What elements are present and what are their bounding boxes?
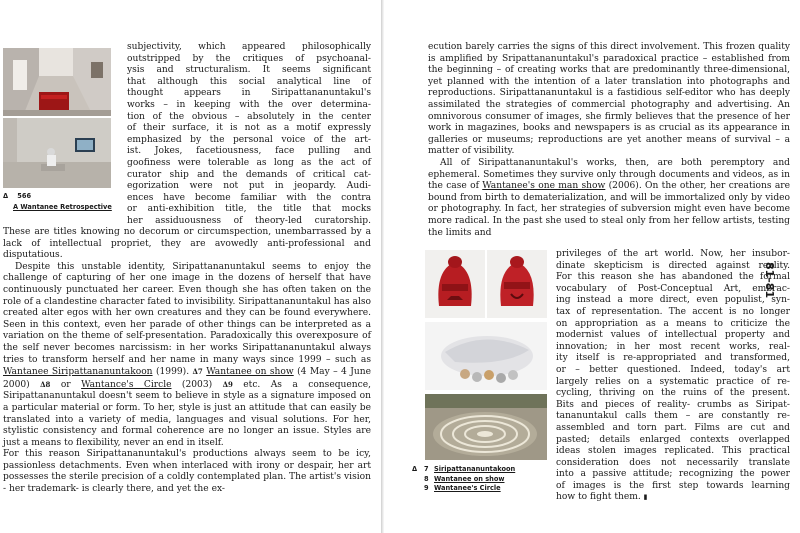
column-line: ysis and structuralism. It seems significant <box>127 65 371 76</box>
text-run: Despite this unstable identity, Siripattananuntakul seems to enjoy the challenge of capturing of her one image in the dozens of herself that have continuously punctuated her career. Even though she has often taken on the role of a clandestine character fated to invisibility. Siripattananuntakul has also created alter egos with her own creatures and they can be found everywhere. Seen in this context, even her parade of other things can be interpreted as a variation on the theme of self-presentation. Paradoxically this overexposure of the self never becomes narcissism: in her works Siripattananuntakul always tries to transform herself and her name in many ways since 1999 – such as <box>3 261 372 365</box>
column-line: thought appears in Siripattananuntakul's <box>127 88 371 99</box>
gallery-photo-video-room <box>3 118 111 188</box>
caption-number: 7 <box>424 465 429 473</box>
work-title-link[interactable]: Wantanee Siripattananuntakoon <box>3 367 153 378</box>
column-line: goofiness were tolerable as long as the act of <box>127 157 371 168</box>
figure-caption <box>3 192 31 202</box>
column-line: tananuntakul calls them – are constantly re- <box>556 411 790 422</box>
column-line: tion of the obvious – absolutely in the center <box>127 111 371 122</box>
column-line: consideration does not necessarily translate <box>556 457 790 468</box>
column-line: on appropriation as a means to criticize the <box>556 318 790 329</box>
column-line <box>556 492 790 504</box>
end-mark-icon: ▮ <box>643 493 648 502</box>
caption-row <box>412 475 515 485</box>
column-line: or anti-exhibition title, the title that mocks <box>127 204 371 215</box>
top-text <box>428 42 790 239</box>
narrow-column <box>556 249 790 504</box>
column-line: Bits and pieces of reality- crumbs as Siripat- <box>556 399 790 410</box>
column-line: modernist values of intellectual property and <box>556 330 790 341</box>
column-line: tax of representation. The accent is no longer <box>556 306 790 317</box>
work-title-link[interactable]: Wantanee's one man show <box>482 181 606 192</box>
column-line: cycling, thriving on the ruins of the present. <box>556 388 790 399</box>
column-line: her assiduousness of theory-led curatorship. <box>127 215 371 226</box>
text-run: (1999). <box>152 367 193 378</box>
caption-title: Wantanee on show <box>434 474 505 483</box>
photo-red-hat-2 <box>487 250 547 318</box>
photo-red-hat-1 <box>425 250 485 318</box>
column-line: pasted; details enlarged contexts overlapped <box>556 434 790 445</box>
right-page <box>384 0 800 533</box>
column-line: of images is the first step towards learning <box>556 480 790 491</box>
full-width-text <box>3 227 371 496</box>
column-line: ences have become familiar with the contra <box>127 192 371 203</box>
paragraph: For this reason Siripattananuntakul's productions always seem to be icy, passionless detachments. Even when interlaced with irony or despair, her art possesses the sterile precision of a coldly contemplated plan. The artist's vision - her trademark- is clearly there, and yet the ex- <box>3 449 371 495</box>
figure-ref-8: Δ8 <box>40 379 51 389</box>
column-line: into a passive attitude; recognizing the power <box>556 469 790 480</box>
photo-bag-coins <box>425 322 547 390</box>
column-line: assembled and torn part. Films are cut and <box>556 422 790 433</box>
page-number: 81–81 <box>763 262 776 299</box>
text-run: (2006). On the other, her creations are bound from birth to dematerialization, and will be immortalized only by video or photography. In fact, her strategies of subversion might even have become more radical. In the past she used to steal only from her fellow artists, testing the limits and <box>428 181 790 238</box>
work-title-link[interactable]: Wantanee on show <box>206 367 294 378</box>
paragraph <box>3 262 371 450</box>
text-run: how to fight them. <box>556 492 641 503</box>
column-line: works – in keeping with the over determina- <box>127 99 371 110</box>
gallery-photo-red-room <box>3 48 111 116</box>
narrow-column <box>127 42 371 228</box>
column-line: largely relies on a systematic practice of re- <box>556 376 790 387</box>
work-title-link[interactable]: Wantance's Circle <box>81 379 172 390</box>
column-line: curator ship and the demands of critical cat- <box>127 169 371 180</box>
caption-marker: Δ <box>3 192 9 200</box>
column-line: of their surface, it is not as a motif expressly <box>127 123 371 134</box>
column-line: ing instead a more direct, even populist, syn- <box>556 295 790 306</box>
column-line: subjectivity, which appeared philosophically <box>127 42 371 52</box>
figure-ref-7: Δ7 <box>192 367 203 377</box>
paragraph: ecution barely carries the signs of this direct involvement. This frozen quality is amplified by Sripattananuntakul's paradoxical practice – established from the beginning – of creating works that are predominantly three-dimensional, yet planned with the intention of a later translation into photographs and reproductions. Siripattananuntakul is a fastidious self-editor who has deeply assimilated the strategies of commercial photography and advertising. An omnivorous consumer of images, she firmly believes that the presence of her work in magazines, books and newspapers is as crucial as its appearance in galleries or museums; reproductions are yet another means of survival – a matter of visibility. <box>428 42 790 157</box>
column-line: ity itself is re-appropriated and transformed, <box>556 353 790 364</box>
caption-marker: Δ <box>412 465 418 473</box>
column-line: vocabulary of Post-Conceptual Art, embrac- <box>556 283 790 294</box>
paragraph <box>428 158 790 239</box>
text-run: etc. As a consequence, Siripattananuntakul doesn't seem to believe in style as a signature imposed on a particular material or form. To her, style is just an attitude that can easily be translated into a variety of media, languages and visual solutions. For her, stylistic consistency and formal coherence are no longer an issue. Styles are just a means to flexibility, never an end in itself. <box>3 379 371 448</box>
caption-row <box>412 484 515 494</box>
column-line: egorization were not put in jeopardy. Audi- <box>127 181 371 192</box>
caption-title: A Wantanee Retrospective <box>13 203 112 211</box>
column-line: outstripped by the critiques of psychoanal- <box>127 53 371 64</box>
caption-number: 8 <box>424 474 429 483</box>
caption-title: Siripattananuntakoon <box>434 465 516 473</box>
caption-title: Wantanee's Circle <box>434 484 501 492</box>
caption-number: 9 <box>424 484 429 492</box>
column-line: emphasized by the personal voice of the art- <box>127 134 371 145</box>
figure-ref-9: Δ9 <box>222 379 233 389</box>
column-line: dinate skepticism is directed against reality. <box>556 260 790 271</box>
text-run: (4 May – 4 June 2000) <box>3 367 371 390</box>
caption-list <box>412 465 515 494</box>
column-line: ist. Jokes, facetiousness, face pulling and <box>127 146 371 157</box>
text-run: or <box>50 379 82 390</box>
caption-number: 566 <box>17 192 32 200</box>
paragraph-continuation: These are titles knowing no decorum or circumspection, unembarrassed by a lack of intellectual propriet, they are avowedly anti-professional and disputatious. <box>3 227 371 261</box>
column-line: For this reason she has abandoned the formal <box>556 272 790 283</box>
column-line: ideas stolen images replicated. This practical <box>556 446 790 457</box>
caption-row <box>412 465 515 475</box>
column-line: privileges of the art world. Now, her insubor- <box>556 249 790 259</box>
left-page <box>0 0 382 533</box>
photo-stone-circle <box>425 394 547 460</box>
text-run: All of Siripattananuntakul's works, then, are both peremptory and ephemeral. Sometimes they survive only through documents and videos, as in the case of <box>428 157 790 192</box>
column-line: innovation; in her most recent works, real- <box>556 341 790 352</box>
column-line: or – better questioned. Indeed, today's art <box>556 364 790 375</box>
column-line: that although this social analytical line of <box>127 76 371 87</box>
text-run: (2003) <box>171 379 223 390</box>
